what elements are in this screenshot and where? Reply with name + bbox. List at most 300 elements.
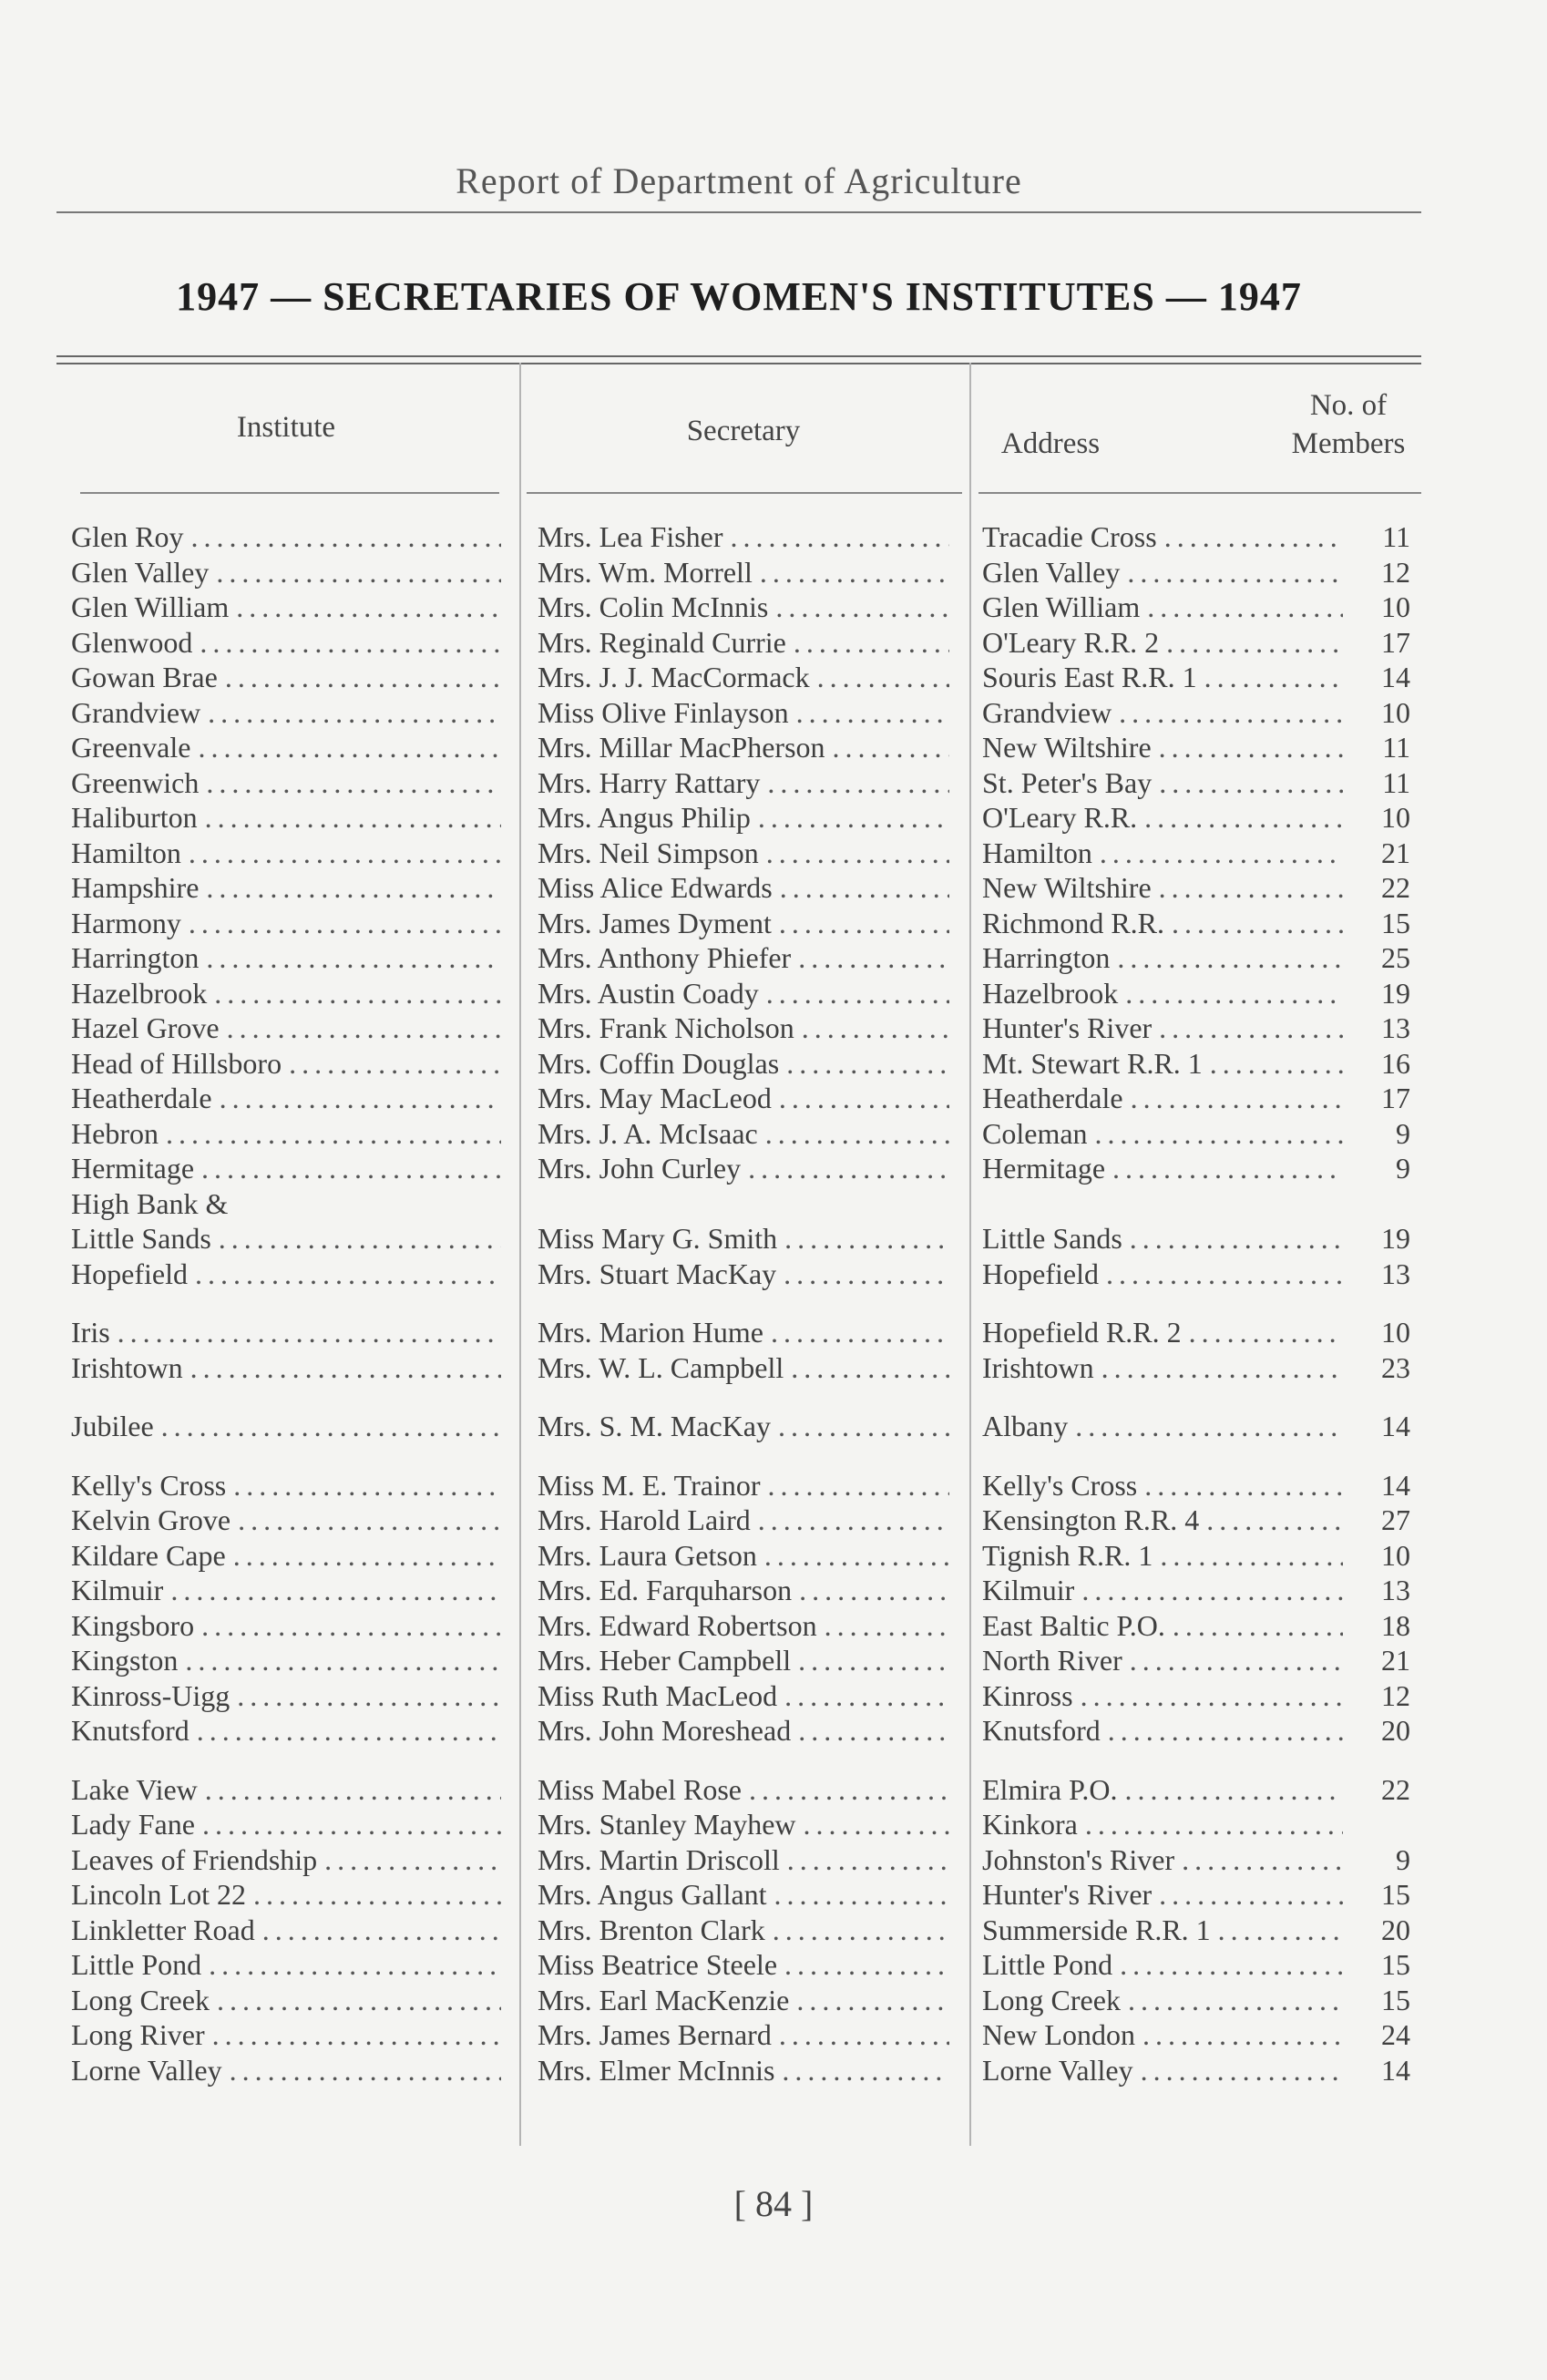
dot-leader <box>760 555 949 590</box>
institute-cell: Hazel Grove ..... <box>71 1010 501 1046</box>
dot-leader <box>237 1678 501 1714</box>
secretary-cell: Mrs. Brenton Clark ..... <box>538 1913 949 1948</box>
dot-leader <box>774 1877 949 1913</box>
address-cell: New Wiltshire ..... <box>982 730 1343 765</box>
secretary-cell: Mrs. J. A. McIsaac ..... <box>538 1116 949 1152</box>
address-cell: Long Creek ..... <box>982 1983 1343 2018</box>
header-underline-address <box>978 492 1421 494</box>
dot-leader <box>1159 1010 1343 1046</box>
institute-cell: Kelvin Grove ..... <box>71 1503 501 1538</box>
address-cell: Hunter's River ..... <box>982 1877 1343 1913</box>
members-cell: 19 <box>1381 1222 1410 1255</box>
institute-cell: Long Creek ..... <box>71 1983 501 2018</box>
table-row <box>0 1468 1547 1503</box>
dot-leader <box>779 1081 949 1116</box>
table-row <box>0 1081 1547 1116</box>
members-cell: 14 <box>1381 661 1410 693</box>
dot-leader <box>166 1116 501 1152</box>
dot-leader <box>214 976 501 1011</box>
members-cell: 21 <box>1381 1644 1410 1677</box>
secretary-cell: Mrs. James Dyment ..... <box>538 906 949 941</box>
dot-leader <box>1144 800 1343 836</box>
secretary-cell: Mrs. Laura Getson ..... <box>538 1538 949 1574</box>
secretary-cell: Mrs. May MacLeod ..... <box>538 1081 949 1116</box>
members-cell: 17 <box>1381 625 1410 659</box>
dot-leader <box>758 800 949 836</box>
institute-cell: Glen Roy ..... <box>71 519 501 555</box>
dot-leader <box>791 1350 949 1386</box>
table-row <box>0 1983 1547 2018</box>
dot-leader <box>324 1842 501 1878</box>
dot-leader <box>238 1503 501 1538</box>
institute-cell: Gowan Brae ..... <box>71 660 501 695</box>
address-cell: Albany ..... <box>982 1409 1343 1444</box>
institute-cell: Hampshire ..... <box>71 870 501 906</box>
dot-leader <box>1206 1503 1343 1538</box>
table-row <box>0 519 1547 555</box>
dot-leader <box>216 555 501 590</box>
column-header-secretary: Secretary <box>686 415 801 447</box>
institute-cell: Glenwood ..... <box>71 625 501 661</box>
secretary-cell: Mrs. Heber Campbell ..... <box>538 1643 949 1678</box>
address-cell: Hamilton ..... <box>982 836 1343 871</box>
dot-leader <box>775 590 949 625</box>
dot-leader <box>206 940 501 976</box>
secretary-cell: Miss M. E. Trainor ..... <box>538 1468 949 1503</box>
dot-leader <box>799 1573 949 1608</box>
institute-cell: Hermitage ..... <box>71 1151 501 1186</box>
address-cell: Kinross ..... <box>982 1678 1343 1714</box>
dot-leader <box>731 519 949 555</box>
dot-leader <box>817 660 949 695</box>
dot-leader <box>1159 730 1343 765</box>
address-cell: East Baltic P.O. ..... <box>982 1608 1343 1644</box>
secretary-cell: Mrs. Stuart MacKay ..... <box>538 1257 949 1292</box>
table-row <box>0 870 1547 906</box>
header-underline-secretary <box>527 492 962 494</box>
address-cell: Grandview ..... <box>982 695 1343 731</box>
dot-leader <box>1204 660 1343 695</box>
institute-cell: Lake View ..... <box>71 1772 501 1808</box>
members-cell: 14 <box>1381 1410 1410 1442</box>
dot-leader <box>798 940 949 976</box>
institute-cell: Lincoln Lot 22 ..... <box>71 1877 501 1913</box>
address-cell: Hermitage ..... <box>982 1151 1343 1186</box>
dot-leader <box>784 1947 949 1983</box>
table-row <box>0 660 1547 695</box>
institute-cell: Little Sands ..... <box>71 1221 501 1257</box>
secretary-cell: Mrs. Millar MacPherson ..... <box>538 730 949 765</box>
members-cell: 15 <box>1381 1948 1410 1981</box>
dot-leader <box>796 695 949 731</box>
address-cell: Hopefield ..... <box>982 1257 1343 1292</box>
secretary-cell: Miss Ruth MacLeod ..... <box>538 1678 949 1714</box>
members-cell: 22 <box>1381 871 1410 904</box>
dot-leader <box>779 906 949 941</box>
dot-leader <box>1172 906 1343 941</box>
secretary-cell: Miss Mabel Rose ..... <box>538 1772 949 1808</box>
dot-leader <box>1085 1807 1343 1842</box>
table-row <box>0 1947 1547 1983</box>
address-cell: Coleman ..... <box>982 1116 1343 1152</box>
address-cell: New London ..... <box>982 2017 1343 2053</box>
dot-leader <box>1101 1350 1343 1386</box>
table-row <box>0 1116 1547 1152</box>
dot-leader <box>201 1151 501 1186</box>
address-cell: Richmond R.R. ..... <box>982 906 1343 941</box>
dot-leader <box>1124 1772 1343 1808</box>
dot-leader <box>1130 1221 1343 1257</box>
members-cell: 9 <box>1396 1842 1410 1876</box>
dot-leader <box>185 1643 501 1678</box>
page-title: 1947 — SECRETARIES OF WOMEN'S INSTITUTES — 1947 <box>176 274 1302 319</box>
dot-leader <box>1144 1468 1343 1503</box>
address-cell: Summerside R.R. 1 ..... <box>982 1913 1343 1948</box>
address-cell: Hopefield R.R. 2 ..... <box>982 1315 1343 1350</box>
dot-leader <box>236 590 501 625</box>
dot-leader <box>206 765 501 801</box>
institute-cell: Haliburton ..... <box>71 800 501 836</box>
dot-leader <box>782 2053 949 2088</box>
dot-leader <box>212 2017 501 2053</box>
dot-leader <box>161 1409 501 1444</box>
dot-leader <box>1112 1151 1343 1186</box>
members-cell: 10 <box>1381 590 1410 623</box>
table-row <box>0 1877 1547 1913</box>
secretary-cell: Mrs. W. L. Campbell ..... <box>538 1350 949 1386</box>
secretary-cell: Mrs. Lea Fisher ..... <box>538 519 949 555</box>
dot-leader <box>197 1713 501 1749</box>
secretary-cell: Mrs. Coffin Douglas ..... <box>538 1046 949 1082</box>
dot-leader <box>767 765 949 801</box>
dot-leader <box>200 625 501 661</box>
dot-leader <box>1130 1643 1343 1678</box>
secretary-cell: Mrs. Marion Hume ..... <box>538 1315 949 1350</box>
institute-cell: Kildare Cape ..... <box>71 1538 501 1574</box>
dot-leader <box>825 1608 949 1644</box>
secretary-cell: Mrs. Colin McInnis ..... <box>538 590 949 625</box>
address-cell: Hunter's River ..... <box>982 1010 1343 1046</box>
table-row <box>0 1807 1547 1842</box>
members-cell: 9 <box>1396 1152 1410 1185</box>
dot-leader <box>764 1538 949 1574</box>
dot-leader <box>1189 1315 1343 1350</box>
dot-leader <box>784 1221 949 1257</box>
members-cell: 17 <box>1381 1082 1410 1114</box>
dot-leader <box>195 1257 501 1292</box>
secretary-cell: Mrs. Edward Robertson ..... <box>538 1608 949 1644</box>
dot-leader <box>170 1573 501 1608</box>
dot-leader <box>1075 1409 1343 1444</box>
header-underline-institute <box>80 492 499 494</box>
address-cell: Glen Valley ..... <box>982 555 1343 590</box>
table-row <box>0 1186 1547 1222</box>
table-row <box>0 976 1547 1011</box>
dot-leader <box>1106 1257 1343 1292</box>
members-cell: 15 <box>1381 1878 1410 1911</box>
table-row <box>0 1643 1547 1678</box>
address-cell: Kelly's Cross ..... <box>982 1468 1343 1503</box>
address-cell: Irishtown ..... <box>982 1350 1343 1386</box>
title-double-rule <box>56 355 1421 364</box>
dot-leader <box>1218 1913 1343 1948</box>
address-cell: Little Pond ..... <box>982 1947 1343 1983</box>
table-row <box>0 1503 1547 1538</box>
institute-cell: Lady Fane ..... <box>71 1807 501 1842</box>
address-cell: Kinkora ..... <box>982 1807 1343 1842</box>
table-row <box>0 800 1547 836</box>
institute-cell: Hazelbrook ..... <box>71 976 501 1011</box>
dot-leader <box>205 800 501 836</box>
table-row <box>0 1046 1547 1082</box>
address-cell: Tignish R.R. 1 ..... <box>982 1538 1343 1574</box>
dot-leader <box>768 1468 950 1503</box>
secretary-cell: Mrs. Frank Nicholson ..... <box>538 1010 949 1046</box>
dot-leader <box>784 1678 949 1714</box>
address-cell: Souris East R.R. 1 ..... <box>982 660 1343 695</box>
members-cell: 11 <box>1382 731 1410 764</box>
members-cell: 16 <box>1381 1046 1410 1080</box>
dot-leader <box>1125 976 1343 1011</box>
secretary-cell: Miss Mary G. Smith ..... <box>538 1221 949 1257</box>
dot-leader <box>1166 625 1343 661</box>
address-cell: Elmira P.O. ..... <box>982 1772 1343 1808</box>
address-cell: Heatherdale ..... <box>982 1081 1343 1116</box>
table-row <box>0 1350 1547 1386</box>
secretary-cell: Mrs. Harold Laird ..... <box>538 1503 949 1538</box>
table-row <box>0 1315 1547 1350</box>
members-cell <box>1348 1186 1410 1222</box>
dot-leader <box>220 1081 501 1116</box>
members-cell: 10 <box>1381 801 1410 834</box>
header-rule <box>56 211 1421 213</box>
secretary-cell: Miss Olive Finlayson ..... <box>538 695 949 731</box>
members-cell: 10 <box>1381 1316 1410 1349</box>
address-cell: Johnston's River ..... <box>982 1842 1343 1878</box>
address-cell: Kensington R.R. 4 ..... <box>982 1503 1343 1538</box>
members-cell: 23 <box>1381 1350 1410 1384</box>
institute-cell: Kingston ..... <box>71 1643 501 1678</box>
institute-cell: Jubilee ..... <box>71 1409 501 1444</box>
dot-leader <box>798 1713 949 1749</box>
table-row <box>0 1608 1547 1644</box>
dot-leader <box>748 1151 949 1186</box>
members-cell: 24 <box>1381 2018 1410 2051</box>
institute-cell: Heatherdale ..... <box>71 1081 501 1116</box>
table-row <box>0 555 1547 590</box>
address-cell: New Wiltshire ..... <box>982 870 1343 906</box>
members-cell: 15 <box>1381 906 1410 939</box>
dot-leader <box>262 1913 501 1948</box>
members-cell: 11 <box>1382 765 1410 799</box>
address-cell: Little Sands ..... <box>982 1221 1343 1257</box>
address-cell <box>982 1186 1343 1222</box>
dot-leader <box>802 1010 949 1046</box>
column-header-address: Address <box>1000 427 1101 460</box>
dot-leader <box>208 695 501 731</box>
members-cell: 20 <box>1381 1913 1410 1946</box>
dot-leader <box>1100 836 1343 871</box>
dot-leader <box>773 1913 949 1948</box>
table-row <box>0 940 1547 976</box>
dot-leader <box>1182 1842 1343 1878</box>
secretary-cell: Mrs. Harry Rattary ..... <box>538 765 949 801</box>
address-cell: Mt. Stewart R.R. 1 ..... <box>982 1046 1343 1082</box>
table-row <box>0 1913 1547 1948</box>
institute-cell: Kingsboro ..... <box>71 1608 501 1644</box>
secretary-cell: Miss Alice Edwards ..... <box>538 870 949 906</box>
dot-leader <box>766 976 949 1011</box>
table-row <box>0 1151 1547 1186</box>
institute-cell: Head of Hillsboro ..... <box>71 1046 501 1082</box>
dot-leader <box>1159 870 1343 906</box>
address-cell: Harrington ..... <box>982 940 1343 976</box>
institute-cell: Hebron ..... <box>71 1116 501 1152</box>
dot-leader <box>1142 2017 1343 2053</box>
dot-leader <box>191 519 501 555</box>
dot-leader <box>1081 1573 1343 1608</box>
dot-leader <box>118 1315 501 1350</box>
institute-cell: Lorne Valley ..... <box>71 2053 501 2088</box>
institute-cell: Hopefield ..... <box>71 1257 501 1292</box>
dot-leader <box>1147 590 1343 625</box>
dot-leader <box>758 1503 949 1538</box>
dot-leader <box>202 1807 501 1842</box>
column-header-members-line2: Members <box>1291 427 1406 460</box>
table-row <box>0 1842 1547 1878</box>
dot-leader <box>1160 1538 1343 1574</box>
secretary-cell: Mrs. Reginald Currie ..... <box>538 625 949 661</box>
members-cell: 13 <box>1381 1574 1410 1606</box>
dot-leader <box>198 730 501 765</box>
secretary-cell: Mrs. John Curley ..... <box>538 1151 949 1186</box>
dot-leader <box>1173 1608 1343 1644</box>
page-number: [ 84 ] <box>733 2183 814 2224</box>
table-row <box>0 2053 1547 2088</box>
institute-cell: Glen Valley ..... <box>71 555 501 590</box>
dot-leader <box>1159 1877 1343 1913</box>
secretary-cell: Mrs. S. M. MacKay ..... <box>538 1409 949 1444</box>
table-row <box>0 625 1547 661</box>
table-row <box>0 1538 1547 1574</box>
dot-leader <box>225 660 501 695</box>
dot-leader <box>189 836 501 871</box>
address-cell: Kilmuir ..... <box>982 1573 1343 1608</box>
address-cell: Tracadie Cross ..... <box>982 519 1343 555</box>
address-cell: Knutsford ..... <box>982 1713 1343 1749</box>
address-cell: Glen William ..... <box>982 590 1343 625</box>
table-row <box>0 1573 1547 1608</box>
dot-leader <box>1210 1046 1343 1082</box>
dot-leader <box>1164 519 1343 555</box>
members-cell: 9 <box>1396 1116 1410 1150</box>
dot-leader <box>765 1116 949 1152</box>
institute-cell: Greenvale ..... <box>71 730 501 765</box>
dot-leader <box>749 1772 949 1808</box>
members-cell: 10 <box>1381 1538 1410 1572</box>
secretary-cell: Mrs. J. J. MacCormack ..... <box>538 660 949 695</box>
dot-leader <box>1128 1983 1343 2018</box>
secretary-cell: Mrs. Elmer McInnis ..... <box>538 2053 949 2088</box>
dot-leader <box>786 1046 949 1082</box>
dot-leader <box>189 906 501 941</box>
members-cell: 10 <box>1381 695 1410 729</box>
dot-leader <box>253 1877 501 1913</box>
members-cell: 21 <box>1381 836 1410 869</box>
institute-cell: Long River ..... <box>71 2017 501 2053</box>
address-cell: North River ..... <box>982 1643 1343 1678</box>
table-row <box>0 765 1547 801</box>
table-row <box>0 590 1547 625</box>
institute-cell: Linkletter Road ..... <box>71 1913 501 1948</box>
members-cell: 13 <box>1381 1257 1410 1290</box>
address-cell: Lorne Valley ..... <box>982 2053 1343 2088</box>
secretary-cell: Mrs. John Moreshead ..... <box>538 1713 949 1749</box>
members-cell: 25 <box>1381 941 1410 974</box>
dot-leader <box>1108 1713 1343 1749</box>
table-row <box>0 1772 1547 1808</box>
dot-leader <box>206 870 501 906</box>
dot-leader <box>778 1409 949 1444</box>
table-row <box>0 1713 1547 1749</box>
running-header: Report of Department of Agriculture <box>456 160 1022 201</box>
table-row <box>0 1010 1547 1046</box>
institute-cell: Kelly's Cross ..... <box>71 1468 501 1503</box>
dot-leader <box>1120 1947 1343 1983</box>
members-cell: 15 <box>1381 1983 1410 2016</box>
institute-cell: Little Pond ..... <box>71 1947 501 1983</box>
institute-cell: Leaves of Friendship ..... <box>71 1842 501 1878</box>
table-row <box>0 1221 1547 1257</box>
dot-leader <box>784 1257 949 1292</box>
secretary-cell: Mrs. Wm. Morrell ..... <box>538 555 949 590</box>
dot-leader <box>1127 555 1343 590</box>
members-cell <box>1348 1807 1410 1842</box>
secretary-cell: Mrs. Martin Driscoll ..... <box>538 1842 949 1878</box>
dot-leader <box>1131 1081 1343 1116</box>
members-cell: 12 <box>1381 555 1410 589</box>
dot-leader <box>209 1947 501 1983</box>
dot-leader <box>798 1643 949 1678</box>
dot-leader <box>233 1538 501 1574</box>
dot-leader <box>217 1983 501 2018</box>
secretary-cell: Miss Beatrice Steele ..... <box>538 1947 949 1983</box>
secretary-cell: Mrs. Anthony Phiefer ..... <box>538 940 949 976</box>
members-cell: 13 <box>1381 1011 1410 1044</box>
institute-cell: Glen William ..... <box>71 590 501 625</box>
members-cell: 20 <box>1381 1714 1410 1747</box>
institute-cell: Greenwich ..... <box>71 765 501 801</box>
dot-leader <box>219 1221 501 1257</box>
dot-leader <box>227 1010 501 1046</box>
members-cell: 14 <box>1381 1468 1410 1502</box>
column-header-members-line1: No. of <box>1309 389 1388 422</box>
dot-leader <box>201 1608 501 1644</box>
secretary-cell: Mrs. Earl MacKenzie ..... <box>538 1983 949 2018</box>
table-row <box>0 1678 1547 1714</box>
institute-cell: Harmony ..... <box>71 906 501 941</box>
dot-leader <box>289 1046 501 1082</box>
secretary-cell: Mrs. Neil Simpson ..... <box>538 836 949 871</box>
dot-leader <box>1117 940 1343 976</box>
dot-leader <box>804 1807 949 1842</box>
address-cell: Hazelbrook ..... <box>982 976 1343 1011</box>
dot-leader <box>779 2017 949 2053</box>
members-cell: 14 <box>1381 2053 1410 2087</box>
institute-cell: Harrington ..... <box>71 940 501 976</box>
institute-cell: Hamilton ..... <box>71 836 501 871</box>
column-header-institute: Institute <box>236 411 336 444</box>
